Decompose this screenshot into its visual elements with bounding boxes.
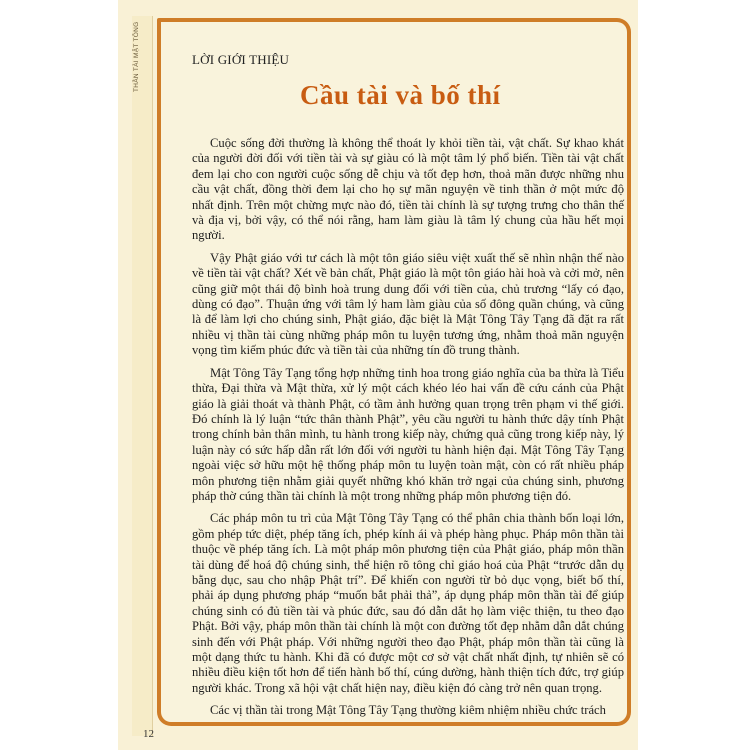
paragraph: Cuộc sống đời thường là không thể thoát ly khỏi tiền tài, vật chất. Sự khao khát của người đời đối với tiền tài và sự giàu có là một tâm lý phổ biến. Tiền tài vật chất đem lại cho con người cuộc sống dễ chịu và tốt đẹp hơn, thoả mãn được những nhu cầu vật chất, đồng thời đem lại cho họ sự mãn nguyện về tinh thần ở một mức độ nhất định. Trên một chừng mực nào đó, tiền tài chính là sự tượng trưng cho thân thế và địa vị, bởi vậy, có thể nói rằng, ham làm giàu là tâm lý chung của hầu hết mọi người. bbox=[192, 136, 624, 243]
page-number: 12 bbox=[143, 728, 154, 740]
paragraph: Mật Tông Tây Tạng tổng hợp những tinh hoa trong giáo nghĩa của ba thừa là Tiểu thừa, Đại thừa và Mật thừa, xử lý một cách khéo léo hai vấn đề cứu cánh của Phật giáo là giải thoát và thành Phật, có tầm ảnh hưởng quan trọng trên phạm vi thế giới. Đó chính là lý luận “tức thân thành Phật”, yêu cầu người tu hành thức dậy tính Phật trong chính bản thân mình, tu hành trong kiếp này, chứng quả cũng trong kiếp này, lý luận này có sức hấp dẫn rất lớn đối với người tu hành hiện đại. Mật Tông Tây Tạng ngoài việc sở hữu một hệ thống pháp môn tu luyện toàn mật, còn có rất nhiều pháp môn phương tiện nhằm giải quyết những khó khăn trở ngại của chúng sinh, phương pháp thờ cúng thần tài chính là một trong những pháp môn phương tiện đó. bbox=[192, 365, 624, 503]
side-margin-strip bbox=[132, 16, 153, 736]
chapter-title: Cầu tài và bố thí bbox=[300, 80, 501, 110]
body-text bbox=[192, 136, 624, 726]
paragraph: Vậy Phật giáo với tư cách là một tôn giáo siêu việt xuất thế sẽ nhìn nhận thế nào về tiền tài vật chất? Xét về bản chất, Phật giáo là một tôn giáo hài hoà và cởi mở, nên cũng giữ một thái độ bình hoà trung dung đối với tiền của, chủ trương “lấy có đạo, dùng có đạo”. Thuận ứng với tâm lý ham làm giàu của số đông quần chúng, và cũng là để làm lợi cho chúng sinh, Phật giáo, đặc biệt là Mật Tông Tây Tạng đã đặt ra rất nhiều vị thần tài cùng những pháp môn tu luyện tương ứng, nhằm thoả mãn nguyện vọng tìm kiếm phúc đức và tiền tài của những tín đồ trung thành. bbox=[192, 250, 624, 358]
section-label: LỜI GIỚI THIỆU bbox=[192, 52, 290, 67]
running-head: THẦN TÀI MẬT TÔNG bbox=[133, 22, 140, 93]
paragraph: Các vị thần tài trong Mật Tông Tây Tạng thường kiêm nhiệm nhiều chức trách bbox=[210, 703, 606, 718]
paragraph: Các pháp môn tu trì của Mật Tông Tây Tạng có thể phân chia thành bốn loại lớn, gồm phép tức diệt, phép tăng ích, phép kính ái và phép hàng phục. Pháp môn thần tài thuộc về phép tăng ích. Là một pháp môn phương tiện của Phật giáo, pháp môn thần tài dùng để hoá độ chúng sinh, thể hiện rõ tông chỉ giáo hoá của Phật “trước dẫn dụ bằng dục, sau cho nhập Phật trí”. Để khiến con người từ bỏ dục vọng, biết bố thí, phải áp dụng phương pháp “muốn bắt phải thả”, áp dụng pháp môn thần tài để giúp chúng sinh có đủ tiền tài và phúc đức, sau đó dẫn dắt họ làm việc thiện, tu theo đạo Phật. Bởi vậy, pháp môn thần tài chính là một con đường tốt đẹp nhằm dẫn dắt chúng sinh đến với Phật pháp. Với những người theo đạo Phật, pháp môn thần tài cũng là một dạng thức tu hành. Khi đã có được một cơ sở vật chất nhất định, tự nhiên sẽ có nhiều điều kiện tốt hơn để tiến hành bố thí, cúng dường, hành thiện tích đức, trợ giúp người khác. Trong xã hội vật chất hiện nay, điều kiện đó càng trở nên quan trọng. bbox=[192, 511, 624, 695]
